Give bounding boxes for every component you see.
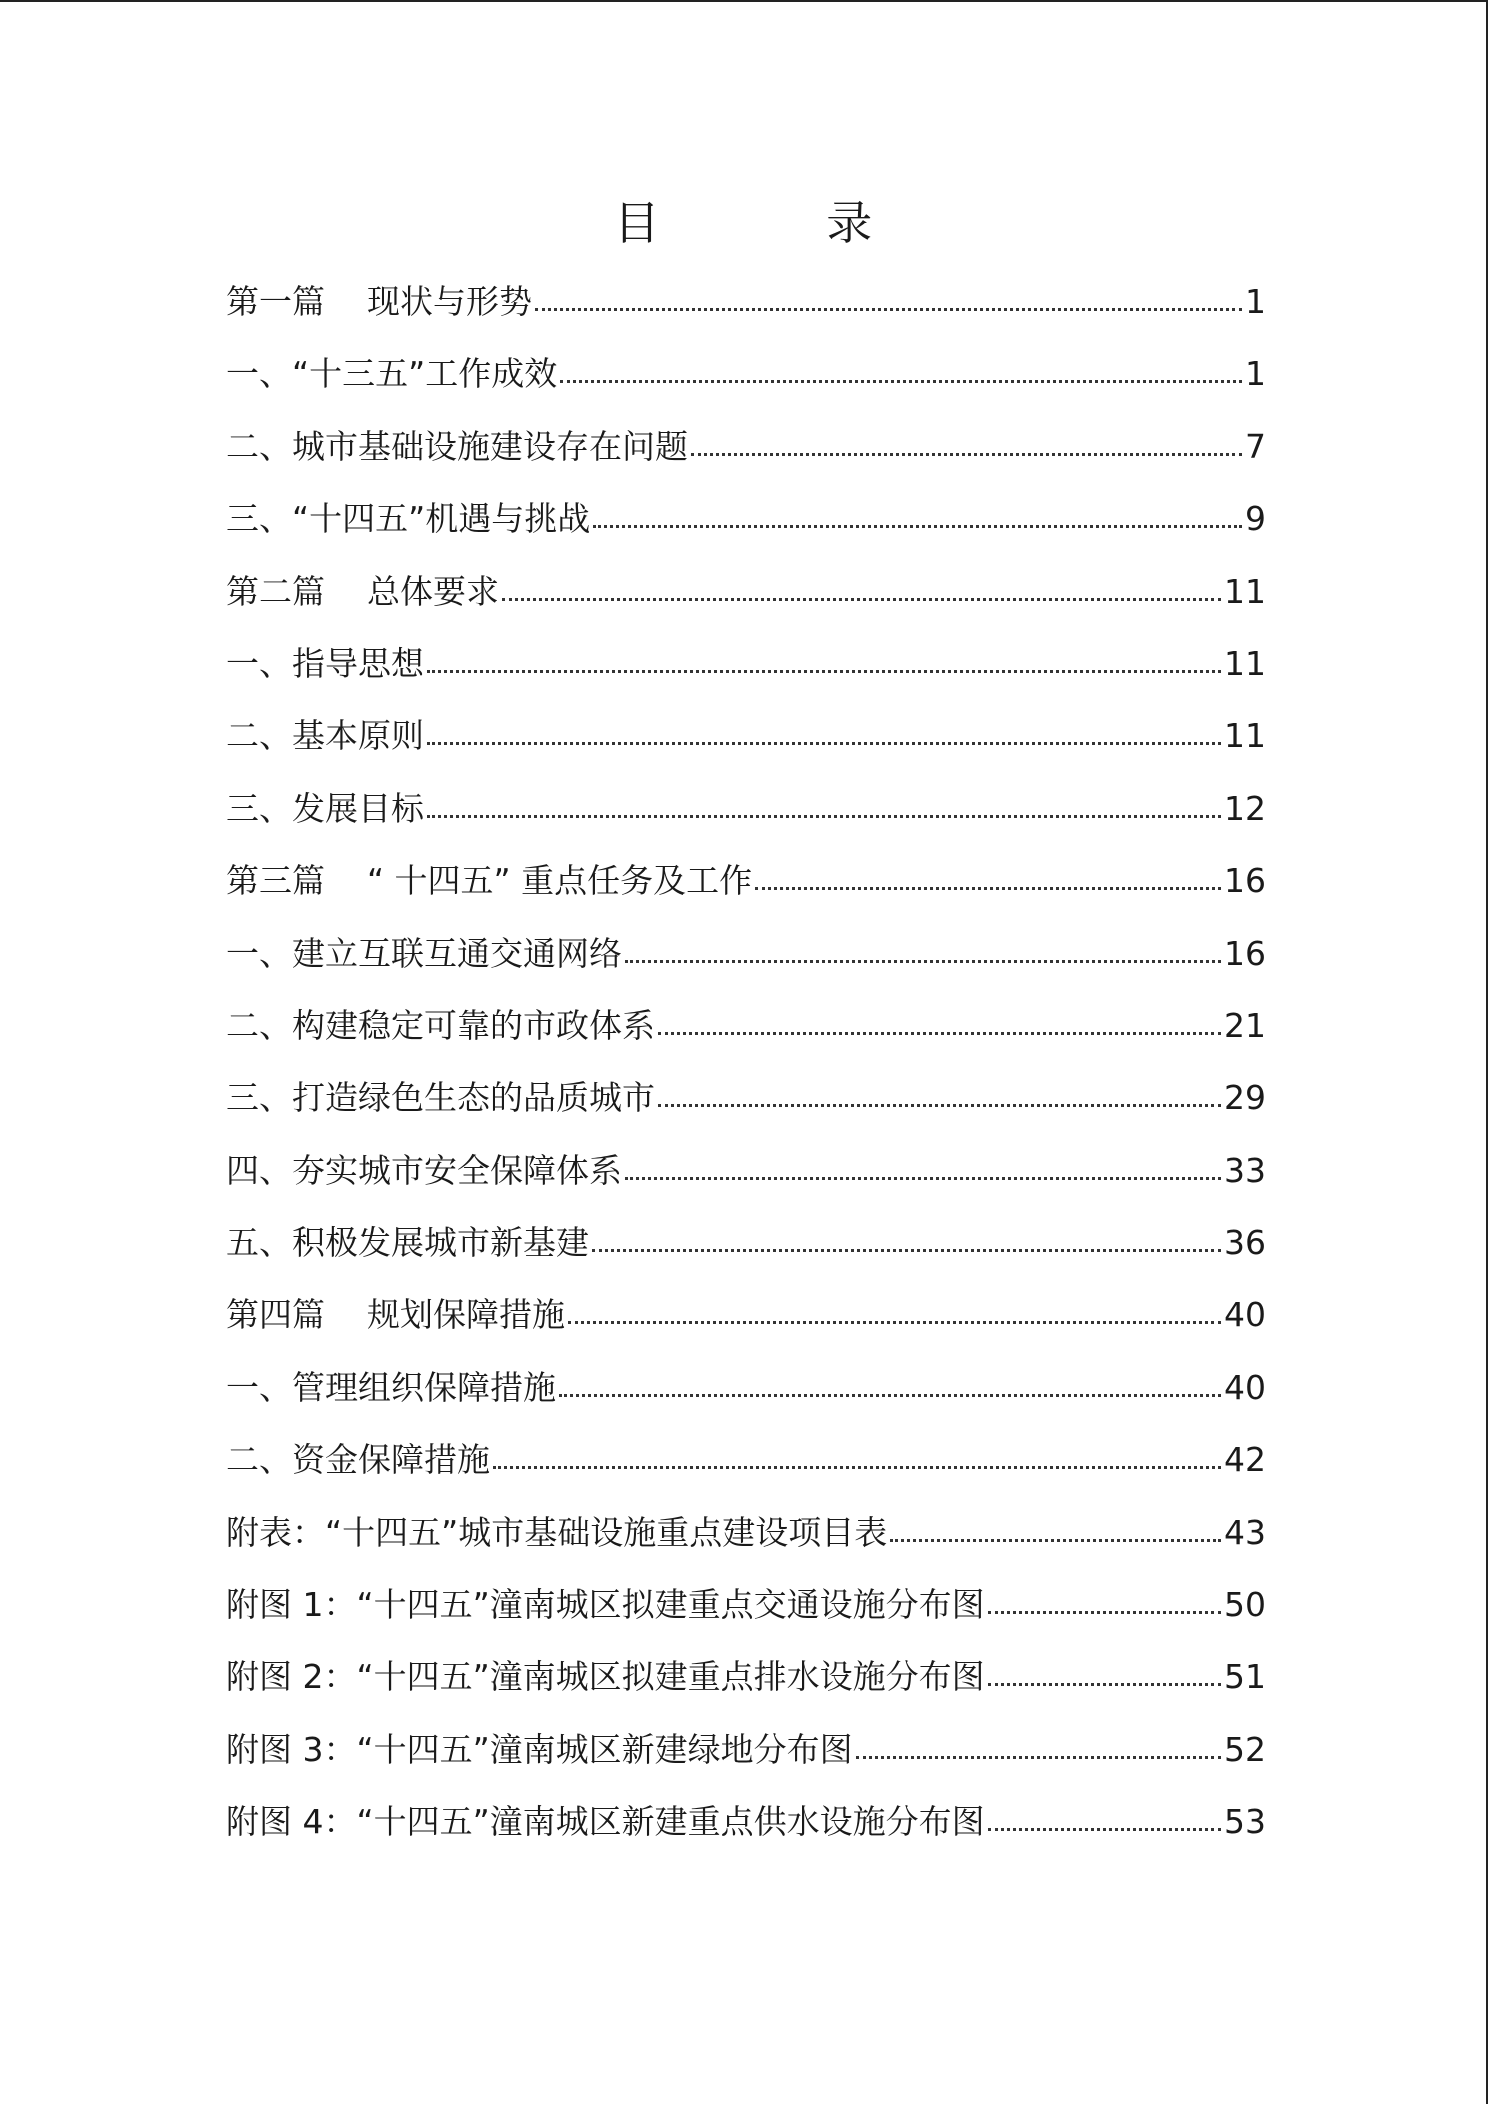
toc-entry[interactable] <box>226 411 1266 483</box>
toc-page-number: 53 <box>1224 1802 1266 1842</box>
toc-entry-label: 二、城市基础设施建设存在问题 <box>226 426 688 466</box>
toc-entry-label: 第三篇 “ 十四五” 重点任务及工作 <box>226 861 753 901</box>
table-of-contents <box>226 266 1266 1859</box>
toc-dot-leader <box>427 814 1221 818</box>
toc-entry[interactable] <box>226 918 1266 990</box>
toc-dot-leader <box>988 1827 1221 1831</box>
toc-entry[interactable] <box>226 1135 1266 1207</box>
toc-entry-label: 第一篇 现状与形势 <box>226 282 532 321</box>
toc-entry[interactable] <box>226 700 1266 772</box>
toc-entry-label: 附图 1：“十四五”潼南城区拟建重点交通设施分布图 <box>226 1585 985 1625</box>
toc-page-number: 52 <box>1224 1729 1266 1769</box>
toc-entry[interactable] <box>226 1569 1266 1641</box>
toc-entry-label: 附图 4：“十四五”潼南城区新建重点供水设施分布图 <box>226 1802 985 1842</box>
toc-dot-leader <box>592 1248 1221 1252</box>
toc-entry[interactable] <box>226 1786 1266 1858</box>
toc-page-number: 1 <box>1245 354 1266 394</box>
toc-dot-leader <box>568 1320 1221 1324</box>
toc-page-number: 21 <box>1224 1005 1266 1045</box>
toc-entry-label: 一、指导思想 <box>226 643 424 683</box>
toc-entry[interactable] <box>226 338 1266 410</box>
toc-page-number: 16 <box>1224 933 1266 973</box>
toc-page-number: 36 <box>1224 1223 1266 1263</box>
toc-page-number: 43 <box>1224 1512 1266 1552</box>
toc-entry[interactable] <box>226 1497 1266 1569</box>
toc-page-number: 40 <box>1224 1367 1266 1407</box>
toc-dot-leader <box>691 452 1242 456</box>
toc-entry-label: 三、打造绿色生态的品质城市 <box>226 1078 655 1118</box>
toc-entry-label: 附图 2：“十四五”潼南城区拟建重点排水设施分布图 <box>226 1657 985 1697</box>
toc-dot-leader <box>593 524 1242 528</box>
toc-dot-leader <box>988 1682 1221 1686</box>
toc-entry-label: 二、基本原则 <box>226 716 424 756</box>
toc-page-number: 11 <box>1224 571 1266 611</box>
toc-dot-leader <box>427 741 1221 745</box>
toc-dot-leader <box>625 959 1221 963</box>
toc-entry-label: 第二篇 总体要求 <box>226 571 499 611</box>
toc-entry[interactable] <box>226 1352 1266 1424</box>
toc-entry-label: 一、建立互联互通交通网络 <box>226 933 622 973</box>
toc-dot-leader <box>493 1465 1221 1469</box>
toc-dot-leader <box>988 1610 1221 1614</box>
toc-dot-leader <box>560 379 1242 383</box>
toc-entry[interactable] <box>226 1207 1266 1279</box>
toc-entry-label: 一、管理组织保障措施 <box>226 1367 556 1407</box>
toc-page-number: 11 <box>1224 643 1266 683</box>
toc-entry-label: 二、构建稳定可靠的市政体系 <box>226 1005 655 1045</box>
toc-entry[interactable] <box>226 1641 1266 1713</box>
toc-dot-leader <box>890 1538 1221 1542</box>
toc-entry-label: 附表：“十四五”城市基础设施重点建设项目表 <box>226 1512 888 1552</box>
toc-page-number: 12 <box>1224 788 1266 828</box>
toc-dot-leader <box>535 307 1242 311</box>
toc-entry[interactable] <box>226 483 1266 555</box>
toc-dot-leader <box>625 1176 1221 1180</box>
toc-dot-leader <box>755 886 1221 890</box>
toc-page-number: 11 <box>1224 716 1266 756</box>
toc-dot-leader <box>658 1103 1221 1107</box>
toc-page-number: 16 <box>1224 861 1266 901</box>
toc-entry[interactable] <box>226 266 1266 338</box>
toc-page-number: 9 <box>1245 499 1266 539</box>
toc-dot-leader <box>559 1393 1221 1397</box>
toc-entry-label: 三、发展目标 <box>226 788 424 828</box>
toc-entry[interactable] <box>226 1714 1266 1786</box>
toc-entry-label: 附图 3：“十四五”潼南城区新建绿地分布图 <box>226 1729 853 1769</box>
toc-entry[interactable] <box>226 1424 1266 1496</box>
toc-page-number: 50 <box>1224 1585 1266 1625</box>
toc-page-number: 51 <box>1224 1657 1266 1697</box>
toc-page-number: 42 <box>1224 1440 1266 1480</box>
toc-entry[interactable] <box>226 773 1266 845</box>
toc-page-number: 29 <box>1224 1078 1266 1118</box>
toc-entry-label: 三、“十四五”机遇与挑战 <box>226 499 591 539</box>
toc-entry[interactable] <box>226 845 1266 917</box>
toc-dot-leader <box>502 597 1221 601</box>
toc-dot-leader <box>856 1755 1221 1759</box>
toc-page-number: 40 <box>1224 1295 1266 1335</box>
toc-title: 目 录 <box>613 196 949 250</box>
toc-dot-leader <box>427 669 1221 673</box>
toc-entry[interactable] <box>226 1279 1266 1351</box>
toc-page-number: 33 <box>1224 1150 1266 1190</box>
toc-entry[interactable] <box>226 1062 1266 1134</box>
toc-entry-label: 第四篇 规划保障措施 <box>226 1295 565 1335</box>
toc-entry[interactable] <box>226 628 1266 700</box>
toc-page-number: 1 <box>1245 282 1266 321</box>
toc-dot-leader <box>658 1031 1221 1035</box>
toc-entry[interactable] <box>226 990 1266 1062</box>
toc-entry-label: 一、“十三五”工作成效 <box>226 354 558 394</box>
toc-page-number: 7 <box>1245 426 1266 466</box>
toc-entry[interactable] <box>226 556 1266 628</box>
toc-entry-label: 二、资金保障措施 <box>226 1440 490 1480</box>
toc-entry-label: 五、积极发展城市新基建 <box>226 1223 589 1263</box>
toc-entry-label: 四、夯实城市安全保障体系 <box>226 1150 622 1190</box>
